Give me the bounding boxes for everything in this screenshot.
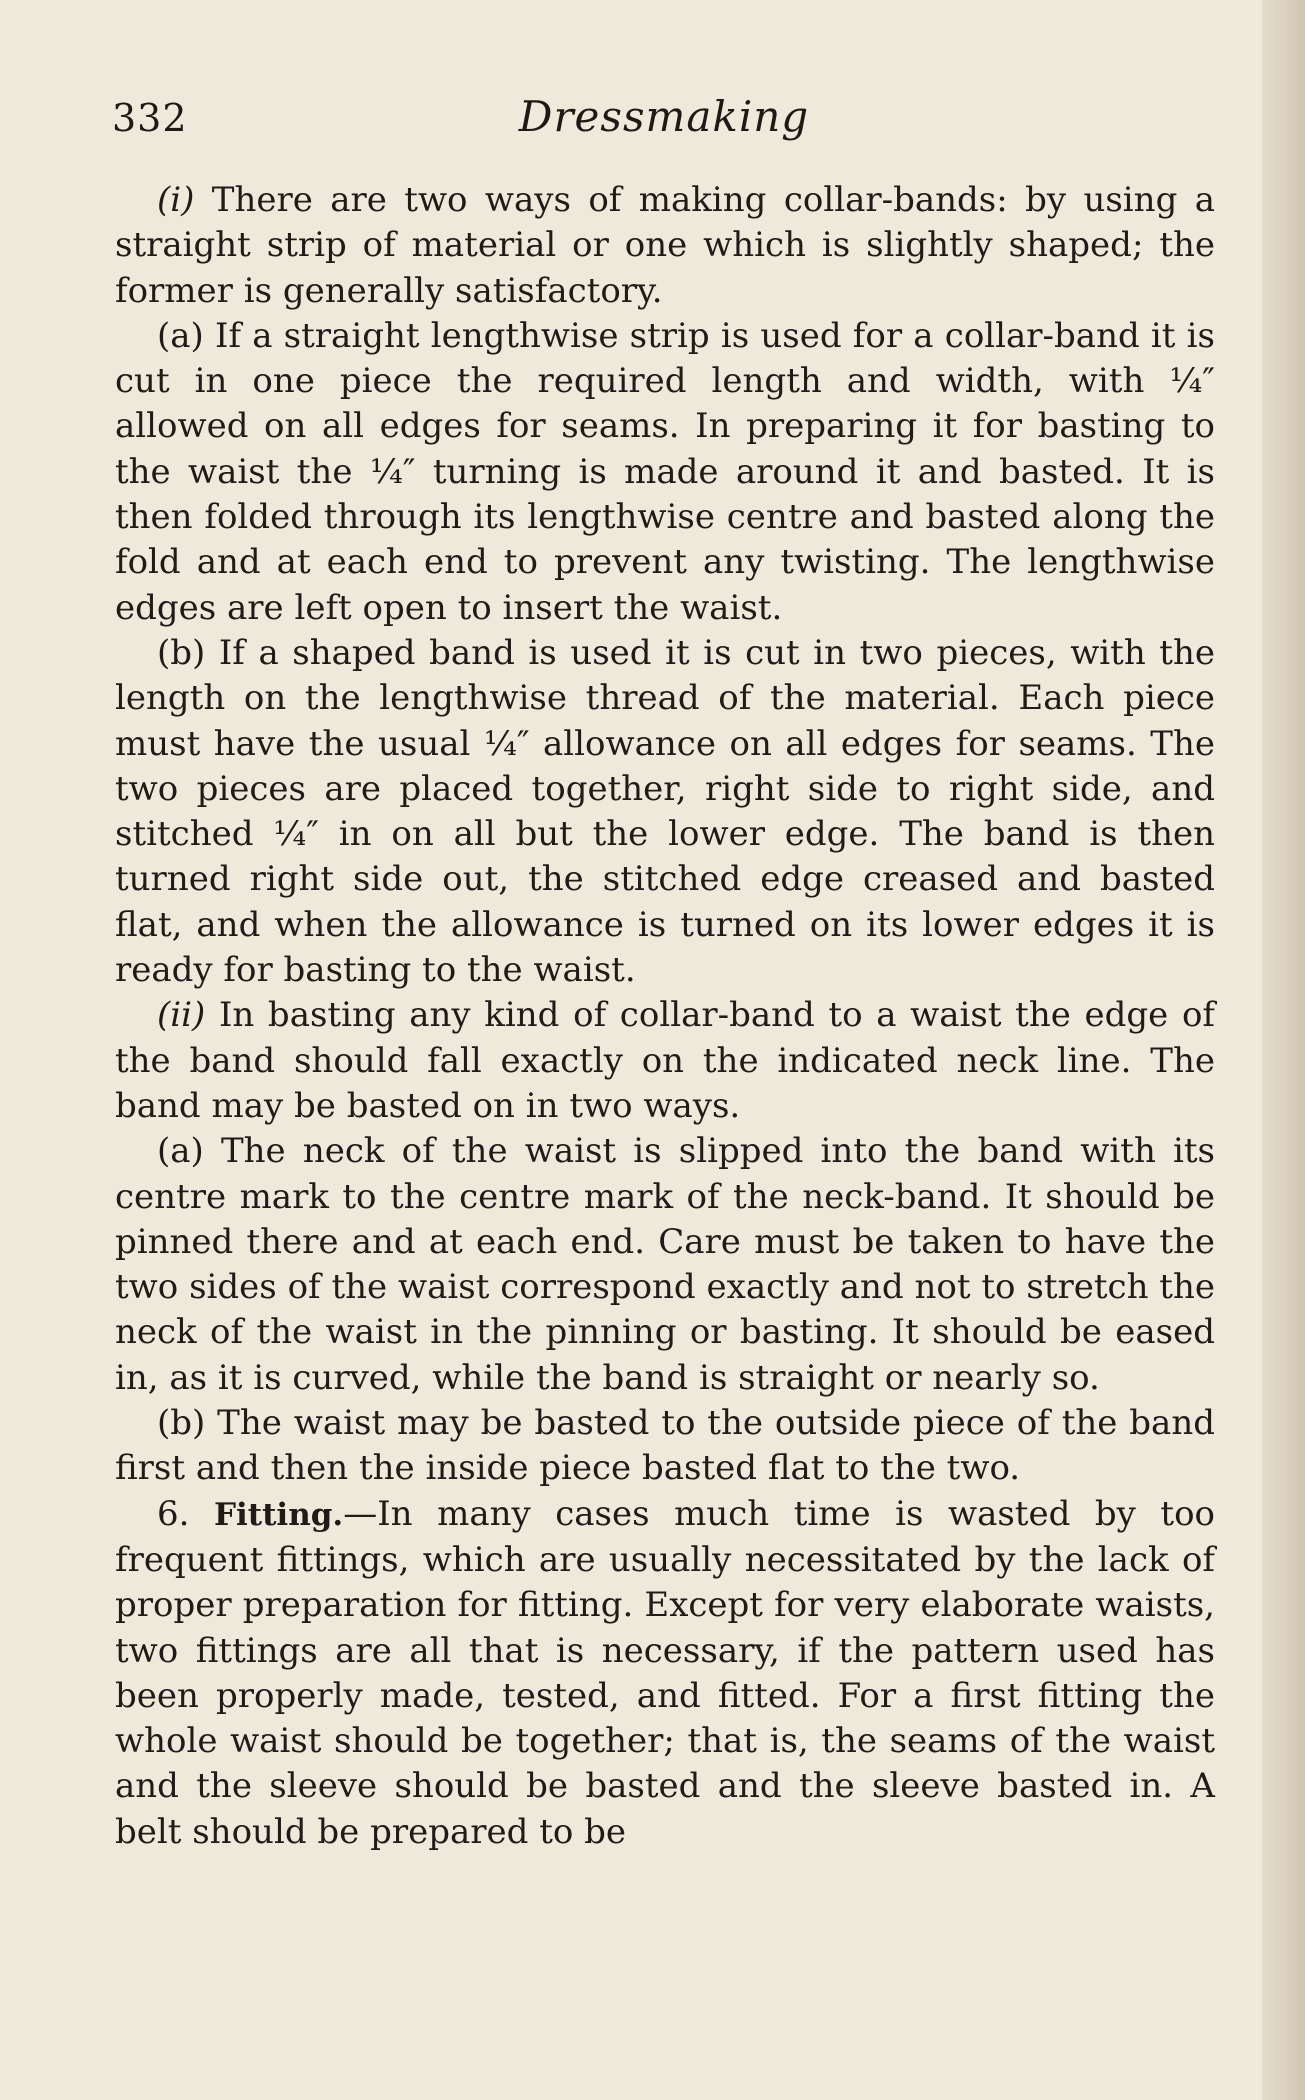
paragraph-text: If a shaped band is used it is cut in two pieces, with the length on the lengthwise thread of the material. Each piece must have the usual ¼″ allowance on all edges for seams. The two pieces are placed together, right side to right side, and stitched ¼″ in on all but the lower edge. The band is then turned right side out, the stitched edge creased and basted flat, and when the allowance is turned on its lower edges it is ready for basting to the waist.	[115, 632, 1215, 991]
running-title: Dressmaking	[518, 92, 810, 141]
paragraph-ii-b	[115, 1401, 1215, 1492]
paragraph-label: (b)	[157, 1403, 206, 1444]
paragraph-fitting	[115, 1492, 1215, 1855]
page-number: 332	[112, 96, 188, 140]
paragraph-text: —In many cases much time is wasted by too frequent fittings, which are usually necessitated by the lack of proper preparation for fitting. Except for very elaborate waists, two fittings are all that is necessary, if the pattern used has been properly made, tested, and fitted. For a first fitting the whole waist should be together; that is, the seams of the waist and the sleeve should be basted and the sleeve basted in. A belt should be prepared to be	[115, 1493, 1216, 1852]
paragraph-ii-a	[115, 1129, 1215, 1401]
page-edge-shadow	[1262, 0, 1305, 2100]
paragraph-text: In basting any kind of collar-band to a waist the edge of the band should fall exactly on the indicated neck line. The band may be basted on in two ways.	[115, 995, 1215, 1126]
paragraph-label: (ii)	[157, 995, 206, 1036]
body-text	[115, 178, 1215, 1855]
paragraph-label: (a)	[157, 315, 204, 356]
paragraph-text: The waist may be basted to the outside piece of the band first and then the inside piece basted flat to the two.	[115, 1403, 1215, 1489]
paragraph-label: (i)	[157, 180, 195, 220]
paragraph-i-b	[115, 631, 1215, 993]
paragraph-text: If a straight lengthwise strip is used for a collar-band it is cut in one piece the required length and width, with ¼″ allowed on all edges for seams. In preparing it for basting to the waist the ¼″ turning is made around it and basted. It is then folded through its lengthwise centre and basted along the fold and at each end to prevent any twisting. The lengthwise edges are left open to insert the waist.	[115, 315, 1215, 628]
paragraph-label: (b)	[157, 632, 206, 673]
paragraph-text: The neck of the waist is slipped into the band with its centre mark to the centre mark of the neck-band. It should be pinned there and at each end. Care must be taken to have the two sides of the waist correspond exactly and not to stretch the neck of the waist in the pinning or basting. It should be eased in, as it is curved, while the band is straight or nearly so.	[115, 1131, 1215, 1398]
page-header	[112, 88, 1216, 158]
section-heading: Fitting.	[214, 1496, 344, 1533]
paragraph-ii	[115, 993, 1215, 1129]
paragraph-text: There are two ways of making collar-bands: by using a straight strip of material or one which is slightly shaped; the former is generally satisfactory.	[115, 180, 1215, 311]
section-number: 6.	[157, 1493, 190, 1534]
paragraph-i	[115, 178, 1215, 314]
paragraph-label: (a)	[157, 1131, 204, 1172]
paragraph-i-a	[115, 314, 1215, 631]
